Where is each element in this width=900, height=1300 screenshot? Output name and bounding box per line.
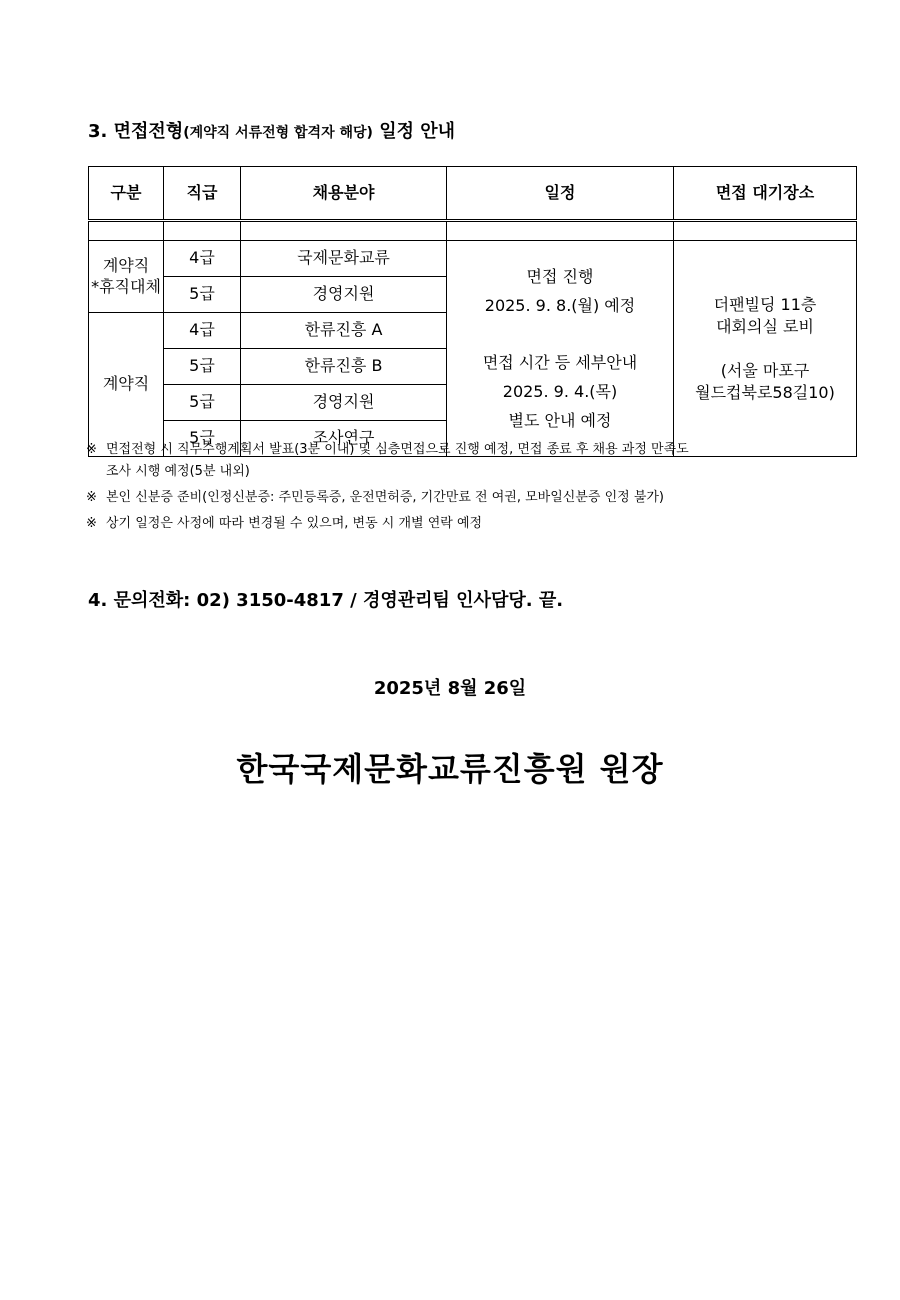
- section-subtitle: (계약직 서류전형 합격자 해당): [183, 125, 373, 141]
- reference-mark: ※: [86, 442, 97, 457]
- field-cell: 한류진흥 B: [241, 349, 447, 385]
- reference-mark: ※: [86, 516, 97, 531]
- note-text: 본인 신분증 준비(인정신분증: 주민등록증, 운전면허증, 기간만료 전 여권, 모바일신분증 인정 불가): [106, 490, 665, 505]
- schedule-line: 2025. 9. 4.(목): [502, 382, 618, 401]
- category-note: *휴직대체: [91, 276, 161, 296]
- section-3-title: [88, 117, 455, 143]
- schedule-line: 2025. 9. 8.(월) 예정: [484, 296, 636, 315]
- document-date: 2025년 8월 26일: [373, 678, 527, 699]
- field-cell: 국제문화교류: [241, 241, 447, 277]
- field-cell: 한류진흥 A: [241, 313, 447, 349]
- table-header-row: [89, 167, 857, 221]
- grade-cell: 5급: [164, 277, 241, 313]
- header-gap-row: [89, 221, 857, 241]
- section-number: 3.: [88, 121, 108, 142]
- header-category: 구분: [89, 167, 164, 221]
- grade-cell: 5급: [164, 421, 241, 457]
- schedule-line: 면접 시간 등 세부안내: [482, 353, 638, 372]
- note-item: [86, 513, 826, 535]
- grade-cell: 5급: [164, 349, 241, 385]
- schedule-line: 면접 진행: [526, 267, 594, 286]
- reference-mark: ※: [86, 490, 97, 505]
- interview-schedule-table: [88, 166, 857, 457]
- section-title-main: 면접전형: [113, 121, 184, 142]
- header-field: 채용분야: [241, 167, 447, 221]
- field-cell: 경영지원: [241, 277, 447, 313]
- category-cell-leave-replacement: [89, 241, 164, 313]
- note-text: 조사 시행 예정(5분 내외): [106, 464, 250, 479]
- note-item: [86, 439, 826, 483]
- category-label: 계약직: [102, 255, 150, 275]
- category-cell-contract: 계약직: [89, 313, 164, 457]
- contact-info: 4. 문의전화: 02) 3150-4817 / 경영관리팀 인사담당. 끝.: [88, 590, 564, 611]
- field-cell: 경영지원: [241, 385, 447, 421]
- table-row: [89, 241, 857, 277]
- header-waiting-place: 면접 대기장소: [674, 167, 857, 221]
- place-line: 더팬빌딩 11층: [713, 294, 817, 314]
- place-line: (서울 마포구: [720, 360, 810, 380]
- field-cell: 조사연구: [241, 421, 447, 457]
- grade-cell: 4급: [164, 241, 241, 277]
- issuer-signature: 한국국제문화교류진흥원 원장: [236, 750, 664, 788]
- note-text: 상기 일정은 사정에 따라 변경될 수 있으며, 변동 시 개별 연락 예정: [106, 516, 483, 531]
- schedule-line: 별도 안내 예정: [508, 411, 612, 430]
- note-text: 면접전형 시 직무수행계획서 발표(3분 이내) 및 심층면접으로 진행 예정, 면접 종료 후 채용 과정 만족도: [106, 442, 689, 457]
- schedule-cell: [447, 241, 674, 457]
- header-schedule: 일정: [447, 167, 674, 221]
- notes-list: [86, 439, 826, 539]
- waiting-place-cell: [674, 241, 857, 457]
- note-item: [86, 487, 826, 509]
- place-line: 월드컵북로58길10): [695, 382, 835, 402]
- header-grade: 직급: [164, 167, 241, 221]
- grade-cell: 4급: [164, 313, 241, 349]
- place-line: 대회의실 로비: [716, 316, 814, 336]
- grade-cell: 5급: [164, 385, 241, 421]
- section-title-end: 일정 안내: [379, 121, 456, 142]
